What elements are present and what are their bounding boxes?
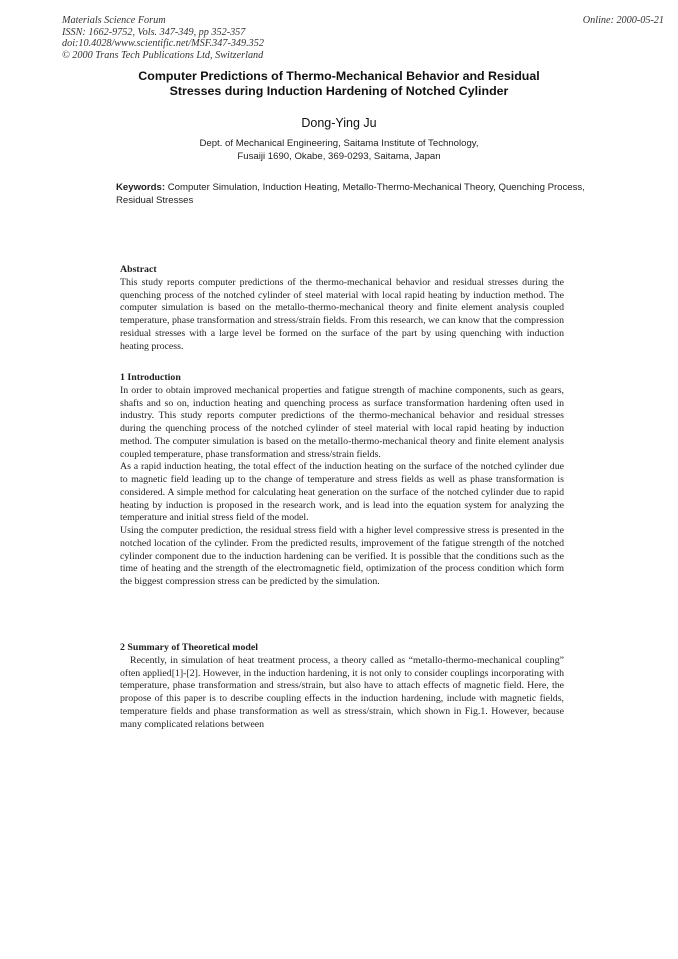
paper-title [100,69,578,99]
introduction-heading: 1 Introduction [120,372,181,383]
author-affiliation [140,138,538,163]
abstract-section [120,264,564,353]
keywords-text: Computer Simulation, Induction Heating, Metallo-Thermo-Mechanical Theory, Quenching Process, Residual Stresses [116,182,585,206]
copyright-line: © 2000 Trans Tech Publications Ltd, Switzerland [62,49,264,61]
keywords-block [116,182,586,207]
abstract-text: This study reports computer predictions of the thermo-mechanical behavior and residual stresses during the quenching process of the notched cylinder of steel material with local rapid heating by induction method. The computer simulation is based on the metallo-thermo-mechanical theory and finite element analysis coupled temperature, phase transformation and stress/strain fields. From this research, we can know that the compression residual stresses with a large level be formed on the surface of the part by using quenching with induction heating process. [120,276,564,352]
online-date: Online: 2000-05-21 [582,15,664,26]
affiliation-line-1: Dept. of Mechanical Engineering, Saitama Institute of Technology, [199,138,479,149]
journal-header [62,15,664,61]
introduction-paragraph: As a rapid induction heating, the total effect of the induction heating on the surface of the notched cylinder due to magnetic field leading up to the change of temperature and stress fields as well as phase transformation is considered. A simple method for calculating heat generation on the surface of the notched cylinder due to rapid heating by induction is proposed in the research work, and is lead into the equation system for analyzing the temperature and initial stress field of the model. [120,461,564,524]
introduction-paragraph: In order to obtain improved mechanical properties and fatigue strength of machine components, such as gears, shafts and so on, induction heating and quenching process as surface transformation hardening often used in industry. This study reports computer predictions of the thermo-mechanical behavior and residual stresses during the quenching process of the notched cylinder of steel material with local rapid heating by induction method. The computer simulation is based on the metallo-thermo-mechanical theory and finite element analysis coupled temperature, phase transformation and stress/strain fields. [120,384,564,460]
introduction-paragraph: Using the computer prediction, the residual stress field with a higher level compressive stress is presented in the notched location of the cylinder. From the predicted results, improvement of the fatigue strength of the notched cylinder component due to the induction hardening can be verified. It is possible that the conditions such as the time of heating and the strength of the electromagnetic field, optimization of the process condition which form the biggest compression stress can be predicted by the simulation. [120,525,564,587]
title-line-1: Computer Predictions of Thermo-Mechanical Behavior and Residual [138,69,540,83]
introduction-section [120,372,564,589]
keywords-label: Keywords: [116,182,166,193]
doi-line[interactable]: doi:10.4028/www.scientific.net/MSF.347-349.352 [62,38,264,50]
title-line-2: Stresses during Induction Hardening of Notched Cylinder [169,84,509,98]
affiliation-line-2: Fusaiji 1690, Okabe, 369-0293, Saitama, Japan [237,150,441,162]
author-name: Dong-Ying Ju [301,116,377,130]
journal-name: Materials Science Forum [62,15,166,26]
theoretical-model-text: Recently, in simulation of heat treatment process, a theory called as “metallo-thermo-mechanical coupling” often applied[1]-[2]. However, in the induction hardening, it is not only to consider couplings incorporating with temperature, phase transformation and stress/strain, but also have to attach effects of magnetic field. Here, the propose of this paper is to describe coupling effects in the induction hardening, include with magnetic fields, temperature fields and phase transformation as well as stress/strain, which shown in Fig.1. However, because many complicated relations between [120,654,564,730]
theoretical-model-section [120,642,564,731]
theoretical-model-heading: 2 Summary of Theoretical model [120,642,258,653]
abstract-heading: Abstract [120,264,157,275]
issn-line: ISSN: 1662-9752, Vols. 347-349, pp 352-357 [62,26,246,38]
